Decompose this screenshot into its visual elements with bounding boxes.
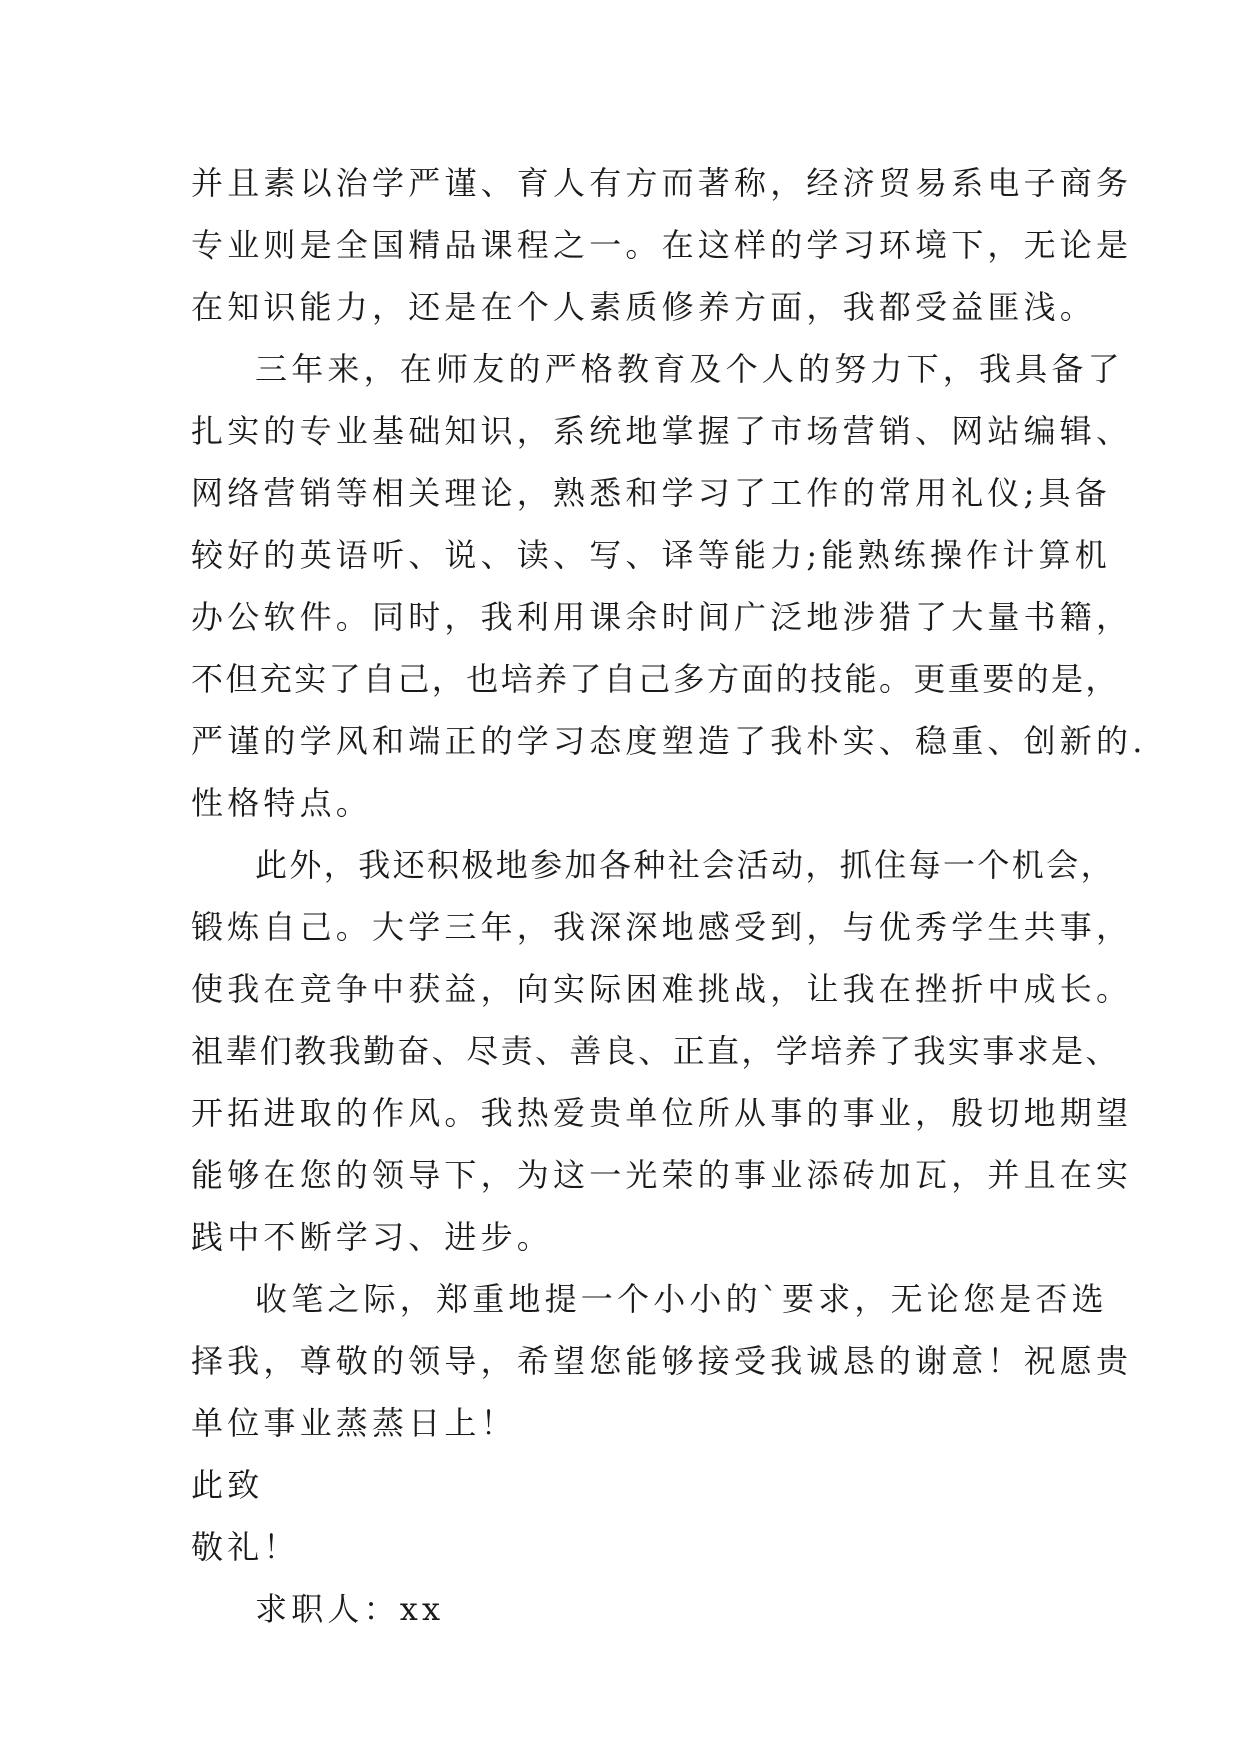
paragraph-2-line-5: 办公软件。同时，我利用课余时间广泛地涉猎了大量书籍，: [191, 598, 1133, 636]
paragraph-1-line-3: 在知识能力，还是在个人素质修养方面，我都受益匪浅。: [191, 288, 1097, 326]
paragraph-2-line-6: 不但充实了自己，也培养了自己多方面的技能。更重要的是，: [191, 660, 1120, 698]
paragraph-2-line-3: 网络营销等相关理论，熟悉和学习了工作的常用礼仪;具备: [191, 474, 1111, 512]
paragraph-1-line-1: 并且素以治学严谨、育人有方而著称，经济贸易系电子商务: [191, 164, 1133, 202]
signature: 求职人：xx: [255, 1590, 445, 1628]
paragraph-2-line-2: 扎实的专业基础知识，系统地掌握了市场营销、网站编辑、: [191, 412, 1133, 450]
paragraph-1-line-2: 专业则是全国精品课程之一。在这样的学习环境下，无论是: [191, 226, 1133, 264]
paragraph-3-line-6: 能够在您的领导下，为这一光荣的事业添砖加瓦，并且在实: [191, 1156, 1133, 1194]
closing-regards: 敬礼！: [191, 1528, 300, 1566]
paragraph-4-line-2: 择我，尊敬的领导，希望您能够接受我诚恳的谢意！祝愿贵: [191, 1342, 1133, 1380]
paragraph-2-line-4: 较好的英语听、说、读、写、译等能力;能熟练操作计算机: [191, 536, 1111, 574]
paragraph-3-line-3: 使我在竞争中获益，向实际困难挑战，让我在挫折中成长。: [191, 970, 1133, 1008]
paragraph-3-line-1: 此外，我还积极地参加各种社会活动，抓住每一个机会，: [255, 846, 1116, 884]
paragraph-3-line-4: 祖辈们教我勤奋、尽责、善良、正直，学培养了我实事求是、: [191, 1032, 1120, 1070]
paragraph-4-line-3: 单位事业蒸蒸日上！: [191, 1404, 517, 1442]
paragraph-3-line-5: 开拓进取的作风。我热爱贵单位所从事的事业，殷切地期望: [191, 1094, 1133, 1132]
paragraph-3-line-2: 锻炼自己。大学三年，我深深地感受到，与优秀学生共事，: [191, 908, 1133, 946]
paragraph-2-line-8: 性格特点。: [191, 784, 373, 822]
paragraph-3-line-7: 践中不断学习、进步。: [191, 1218, 554, 1256]
paragraph-2-line-1: 三年来，在师友的严格教育及个人的努力下，我具备了: [255, 350, 1124, 388]
paragraph-4-line-1: 收笔之际，郑重地提一个小小的`要求，无论您是否选: [255, 1280, 1108, 1318]
paragraph-2-line-7: 严谨的学风和端正的学习态度塑造了我朴实、稳重、创新的.: [191, 722, 1147, 760]
closing-salutation: 此致: [191, 1466, 264, 1504]
